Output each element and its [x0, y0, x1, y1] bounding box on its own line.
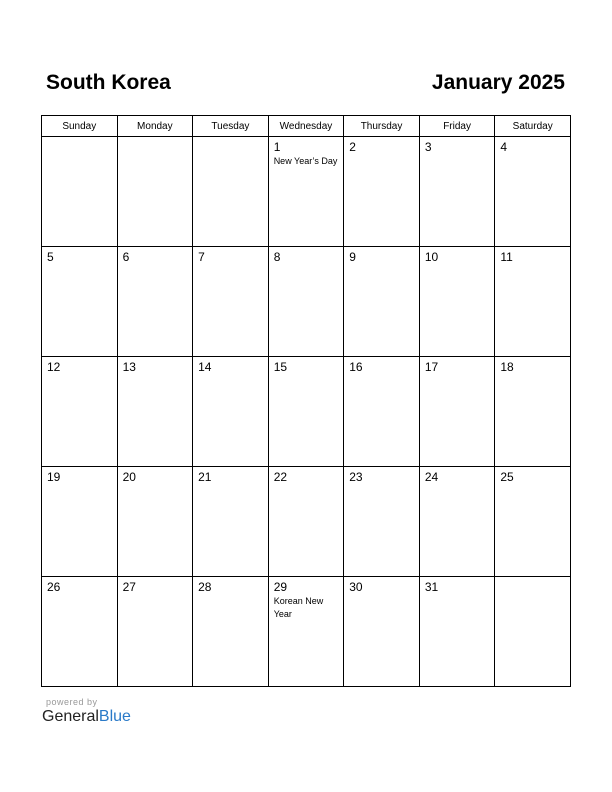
- day-cell: [117, 137, 193, 247]
- day-cell: [193, 577, 269, 687]
- day-number: 10: [424, 250, 439, 264]
- powered-by-text: powered by: [46, 697, 98, 707]
- day-number: 13: [122, 360, 136, 374]
- day-number: 12: [47, 360, 61, 374]
- day-number: 29: [273, 580, 288, 594]
- day-number: 5: [47, 250, 54, 264]
- day-number: 15: [273, 360, 288, 374]
- day-cell: [193, 357, 269, 467]
- day-number: 1: [273, 140, 281, 154]
- weekday-header-row: [42, 116, 571, 137]
- day-number: 23: [349, 470, 363, 484]
- day-cell: [268, 137, 344, 247]
- day-cell: [495, 137, 571, 247]
- day-cell: [419, 577, 495, 687]
- weekday-header: Wednesday: [268, 116, 344, 137]
- weekday-header: Saturday: [495, 116, 571, 137]
- day-cell: [42, 357, 118, 467]
- day-number: 31: [424, 580, 439, 594]
- country-title: South Korea: [46, 71, 171, 94]
- day-cell: [419, 357, 495, 467]
- day-cell: [193, 247, 269, 357]
- day-number: 21: [198, 470, 212, 484]
- week-row: [42, 137, 571, 247]
- day-number: 14: [198, 360, 212, 374]
- day-number: 26: [47, 580, 61, 594]
- generalblue-logo[interactable]: [42, 708, 131, 726]
- day-cell: [419, 247, 495, 357]
- calendar-grid: [41, 115, 571, 687]
- day-cell: [495, 357, 571, 467]
- day-cell: [344, 137, 420, 247]
- day-number: 24: [424, 470, 439, 484]
- day-cell: [268, 577, 344, 687]
- day-number: 30: [349, 580, 363, 594]
- day-cell: [117, 247, 193, 357]
- weekday-header: Thursday: [344, 116, 420, 137]
- weekday-header: Monday: [117, 116, 193, 137]
- day-number: 19: [47, 470, 61, 484]
- day-cell: [268, 247, 344, 357]
- week-row: [42, 247, 571, 357]
- day-cell: [419, 137, 495, 247]
- day-number: 22: [273, 470, 288, 484]
- day-number: 2: [349, 140, 356, 154]
- month-title: January 2025: [431, 71, 565, 94]
- day-cell: [495, 247, 571, 357]
- day-cell: [42, 137, 118, 247]
- day-number: 18: [500, 360, 514, 374]
- day-cell: [268, 357, 344, 467]
- day-number: 25: [500, 470, 514, 484]
- week-row: [42, 577, 571, 687]
- day-cell: [344, 577, 420, 687]
- day-cell: [268, 467, 344, 577]
- day-number: 17: [424, 360, 439, 374]
- day-cell: [344, 357, 420, 467]
- day-cell: [117, 577, 193, 687]
- day-cell: [42, 467, 118, 577]
- day-number: 3: [424, 140, 432, 154]
- day-cell: [495, 577, 571, 687]
- week-row: [42, 467, 571, 577]
- weekday-header: Friday: [419, 116, 495, 137]
- holiday-label: Korean New Year: [273, 596, 324, 619]
- day-cell: [495, 467, 571, 577]
- day-number: 28: [198, 580, 212, 594]
- brand-part-blue: Blue: [98, 708, 131, 725]
- day-number: 7: [198, 250, 205, 264]
- day-cell: [193, 137, 269, 247]
- day-cell: [344, 247, 420, 357]
- day-number: 20: [122, 470, 136, 484]
- weekday-header: Tuesday: [193, 116, 269, 137]
- day-number: 8: [273, 250, 281, 264]
- brand-part-general: General: [42, 708, 99, 725]
- day-number: 27: [122, 580, 136, 594]
- day-cell: [117, 467, 193, 577]
- day-number: 16: [349, 360, 363, 374]
- day-cell: [117, 357, 193, 467]
- day-cell: [42, 247, 118, 357]
- day-number: 11: [500, 250, 513, 264]
- week-row: [42, 357, 571, 467]
- day-number: 9: [349, 250, 356, 264]
- day-cell: [42, 577, 118, 687]
- day-number: 4: [500, 140, 508, 154]
- day-cell: [344, 467, 420, 577]
- weekday-header: Sunday: [42, 116, 118, 137]
- holiday-label: New Year’s Day: [273, 156, 338, 166]
- day-cell: [419, 467, 495, 577]
- day-number: 6: [122, 250, 130, 264]
- day-cell: [193, 467, 269, 577]
